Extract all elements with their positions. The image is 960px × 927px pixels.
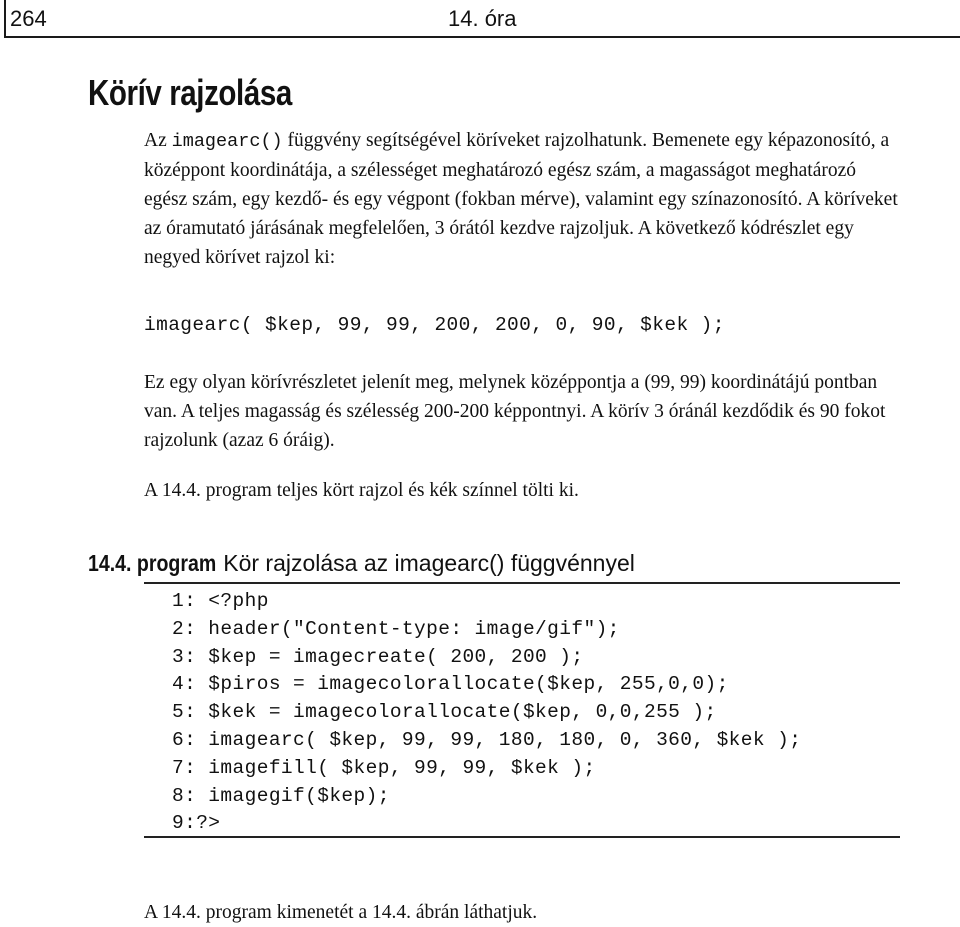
intro-text: függvény segítségével köríveket rajzolhatunk. Bemenete egy képazonosító, a középpont koordinátája, a szélességet meghatározó egész szám, a magasságot meghatározó egész szám, egy kezdő- és egy végpont (fokban mérve), valamint egy színazonosító. A köríveket az óramutató járásának megfelelően, 3 órától kezdve rajzoljuk. A következő kódrészlet egy negyed körívet rajzol ki: xyxy=(144,130,898,268)
code-listing-line: 2: header("Content-type: image/gif"); xyxy=(172,617,620,640)
code-listing-line: 5: $kek = imagecolorallocate($kep, 0,0,255 ); xyxy=(172,701,717,724)
page-header xyxy=(0,0,960,38)
intro-lead: Az xyxy=(144,130,172,151)
code-listing-line: 8: imagegif($kep); xyxy=(172,784,390,807)
running-head: 14. óra xyxy=(448,6,517,31)
page-number: 264 xyxy=(10,6,47,31)
code-listing-line: 9:?> xyxy=(172,812,221,835)
listing-title: Kör rajzolása az imagearc() függvénnyel xyxy=(216,550,635,576)
code-listing-line: 6: imagearc( $kep, 99, 99, 180, 180, 0, 360, $kek ); xyxy=(172,728,802,751)
code-listing-line: 7: imagefill( $kep, 99, 99, $kek ); xyxy=(172,756,596,779)
code-listing-line: 3: $kep = imagecreate( 200, 200 ); xyxy=(172,645,584,668)
code-listing-line: 4: $piros = imagecolorallocate($kep, 255,0,0); xyxy=(172,673,729,696)
code-example: imagearc( $kep, 99, 99, 200, 200, 0, 90, $kek ); xyxy=(144,314,725,336)
closing-paragraph: A 14.4. program kimenetét a 14.4. ábrán láthatjuk. xyxy=(144,902,538,923)
listing-bottom-rule xyxy=(144,836,900,838)
code-listing xyxy=(172,588,801,838)
listing-top-rule xyxy=(144,582,900,584)
inline-code: imagearc() xyxy=(171,131,283,152)
explanation-paragraph: Ez egy olyan körívrészletet jelenít meg, melynek középpontja a (99, 99) koordinátájú pontban van. A teljes magasság és szélesség 200-200 képpontnyi. A körív 3 óránál kezdődik és 90 fokot rajzolunk (azaz 6 óráig). xyxy=(144,372,886,451)
intro-paragraph xyxy=(144,126,904,272)
listing-number: 14.4. program xyxy=(88,550,217,576)
program-intro-paragraph: A 14.4. program teljes kört rajzol és kék színnel tölti ki. xyxy=(144,480,579,501)
listing-caption xyxy=(88,550,635,577)
header-divider xyxy=(4,36,960,38)
header-divider-vertical xyxy=(4,0,6,36)
code-listing-line: 1: <?php xyxy=(172,590,269,612)
section-title: Körív rajzolása xyxy=(88,72,292,113)
